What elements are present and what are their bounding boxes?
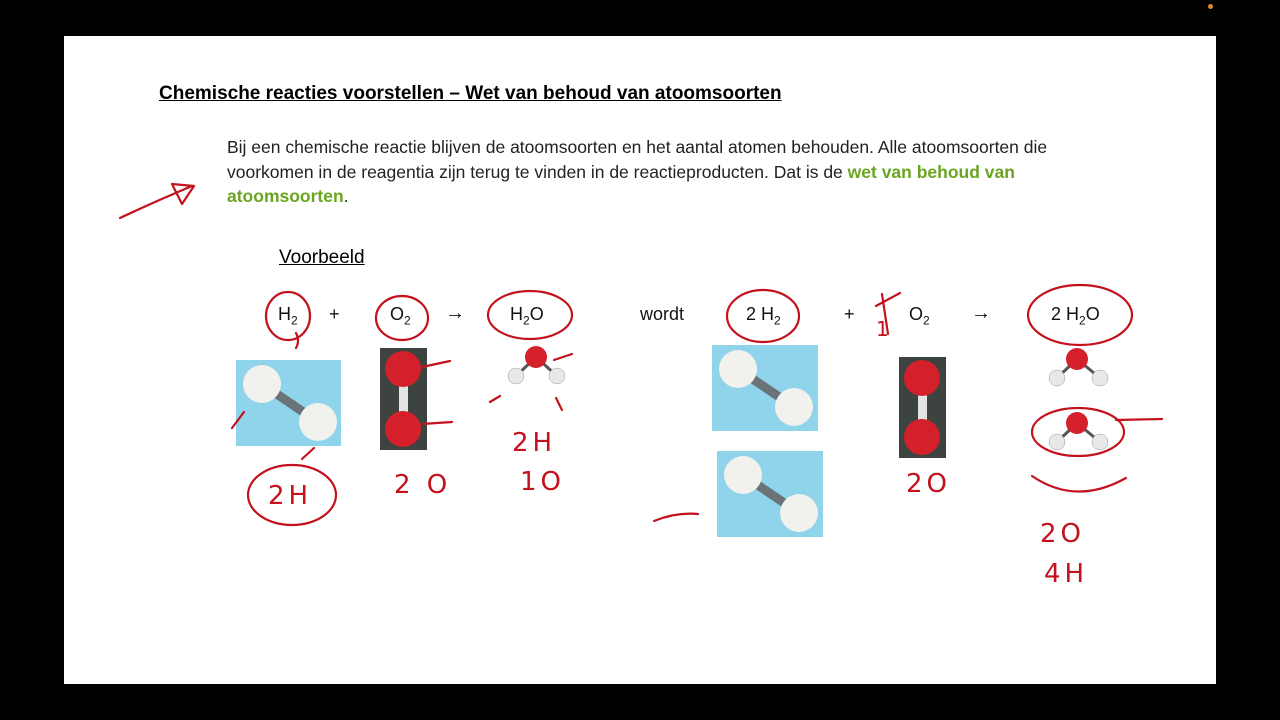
eq1-o2-base: O: [390, 304, 405, 324]
count-h2o-o: 1O: [520, 467, 566, 497]
eq2-arrow: →: [971, 302, 991, 324]
count-o2-right: 2O: [906, 469, 952, 499]
eq1-h2o-o: O: [529, 304, 544, 324]
slide: [64, 36, 1216, 684]
paragraph-period: .: [343, 186, 349, 206]
count-o2-atoms: 2 O: [394, 470, 452, 500]
eq1-h2o-sub: 2: [523, 313, 530, 328]
annotation-arrow-o2-top: [422, 361, 450, 367]
annotation-arrow-h2-bottom: [302, 448, 314, 459]
eq1-arrow: →: [445, 302, 465, 324]
circle-o2: [376, 296, 428, 340]
slide-title: Chemische reacties voorstellen – Wet van behoud van atoomsoorten: [159, 83, 782, 104]
recording-indicator-dot: [1208, 4, 1213, 9]
eq1-h2o-h: H: [510, 304, 523, 324]
circle-h2o: [488, 291, 572, 339]
annotation-arrow-h2o-oxygen: [554, 354, 572, 360]
circle-h2o-second: [1032, 408, 1124, 456]
eq1-h2-sub: 2: [291, 313, 298, 328]
law-highlight: wet van behoud van atoomsoorten: [227, 161, 1015, 206]
annotation-arrow-h2o-right-h: [556, 398, 562, 410]
count-h2o-h: 2H: [512, 428, 557, 458]
count-total-h: 4H: [1044, 559, 1089, 589]
struck-coefficient: 1: [876, 317, 893, 341]
circle-h2: [266, 292, 310, 340]
eq1-o2-sub: 2: [404, 313, 411, 328]
eq2-o2-sub: 2: [923, 313, 930, 328]
annotation-arrow-h2o-left-h: [490, 396, 500, 402]
mark-h2-sub: [296, 333, 298, 348]
handwritten-annotations: [64, 36, 1216, 684]
example-heading: Voorbeeld: [279, 247, 365, 268]
eq2-h2o-coef: 2 H: [1051, 304, 1080, 324]
circle-2h2: [727, 290, 799, 342]
eq1-plus: +: [329, 304, 340, 324]
eq2-o2-base: O: [909, 304, 924, 324]
eq2-h2-coef: 2 H: [746, 304, 775, 324]
eq2-h2o-sub: 2: [1079, 313, 1086, 328]
annotation-arrow-h2-extra: [654, 514, 698, 521]
eq1-h2-base: H: [278, 304, 291, 324]
count-h2-atoms: 2H: [268, 481, 313, 511]
count-total-o: 2O: [1040, 519, 1086, 549]
eq2-h2-sub: 2: [774, 313, 781, 328]
annotation-arrow-h2-left: [232, 412, 244, 428]
paragraph-text: Bij een chemische reactie blijven de atoomsoorten en het aantal atomen behouden. Alle atoomsoorten die voorkomen in de reagentia zijn terug te vinden in de reactieproducten. Dat is de: [227, 137, 1048, 182]
line-right-h2o: [1116, 419, 1162, 420]
annotation-arrow-o2-bottom: [422, 422, 452, 424]
circle-2h2o: [1028, 285, 1132, 345]
eq2-wordt: wordt: [640, 304, 685, 324]
eq2-plus: +: [844, 304, 855, 324]
eq2-h2o-o: O: [1085, 304, 1100, 324]
underline-h2o-group: [1032, 476, 1126, 492]
